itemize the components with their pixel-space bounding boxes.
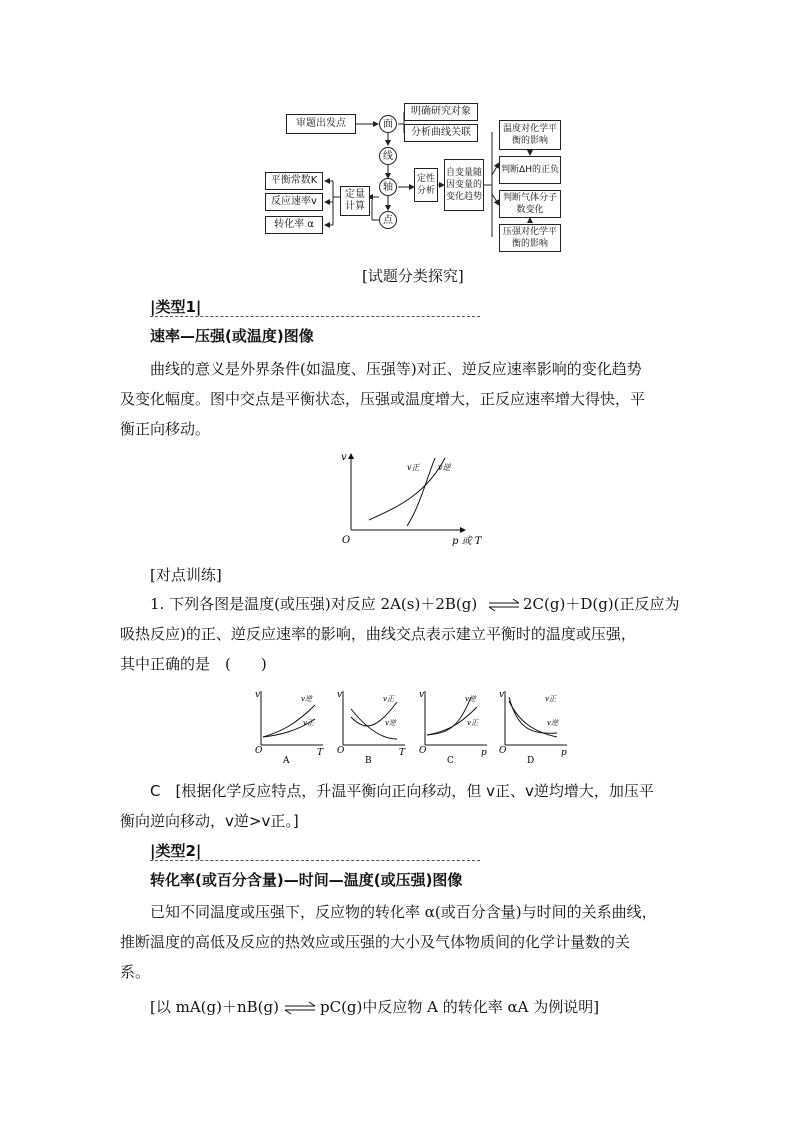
o4-box: 压强对化学平衡的影响 [499, 224, 561, 252]
option-graph-c [419, 690, 487, 765]
q1-line1b: 2C(g)＋D(g)(正反应为 [523, 595, 680, 613]
y-label: v [499, 690, 505, 700]
rate-graph [335, 448, 495, 553]
bottom-curve-label: v正 [303, 719, 314, 727]
type1-divider [150, 316, 480, 317]
type1-p3: 衡正向移动。 [120, 420, 211, 438]
type1-p2: 及变化幅度。图中交点是平衡状态，压强或温度增大，正反应速率增大得快，平 [120, 390, 646, 408]
type2-p3: 系。 [120, 963, 151, 981]
type1-p1: 曲线的意义是外界条件(如温度、压强等)对正、逆反应速率影响的变化趋势 [150, 360, 642, 378]
graph1-x-label: p 或 T [452, 536, 482, 547]
k-box: 平衡常数K [265, 172, 323, 190]
q1-line1a: 1. 下列各图是温度(或压强)对反应 2A(s)＋2B(g) [150, 595, 478, 613]
quant-box: 定量计算 [340, 186, 370, 216]
top-curve-label: v逆 [465, 695, 476, 703]
node-zhou: 轴 [379, 178, 397, 196]
graph1-y-label: v [341, 452, 347, 463]
graph1-label-vni: v逆 [438, 463, 451, 472]
option-letter: A [283, 756, 290, 765]
type2-p4b: pC(g)中反应物 A 的转化率 αA 为例说明] [320, 998, 600, 1016]
option-letter: C [447, 756, 454, 765]
bottom-curve-label: v正 [467, 719, 478, 727]
option-letter: D [527, 756, 535, 765]
start-box: 审题出发点 [286, 114, 356, 134]
y-label: v [337, 690, 343, 700]
equilibrium-arrow-2 [283, 1001, 319, 1015]
option-graph-b [337, 690, 406, 765]
type1-head: |类型1| [150, 298, 202, 316]
trend-box: 自变量随因变量的变化趋势 [444, 159, 484, 211]
type2-p1: 已知不同温度或压强下，反应物的转化率 α(或百分含量)与时间的关系曲线， [150, 903, 657, 921]
r2-box: 分析曲线关联 [404, 124, 478, 142]
type2-p4a: [以 mA(g)＋nB(g) [150, 998, 279, 1016]
node-xian: 线 [379, 147, 397, 165]
origin-label: O [255, 746, 263, 756]
type2-title: 转化率(或百分含量)—时间—温度(或压强)图像 [150, 871, 463, 889]
qual-box: 定性分析 [414, 168, 438, 202]
x-label: p [481, 748, 487, 758]
options-svg [255, 685, 575, 765]
practice-label: [对点训练] [150, 566, 222, 584]
o2-box: 判断ΔH的正负 [499, 156, 561, 184]
bottom-curve-label: v逆 [547, 719, 558, 727]
option-graphs [255, 685, 575, 765]
a-box: 转化率 α [265, 216, 323, 234]
top-curve-label: v正 [545, 695, 556, 703]
r1-box: 明确研究对象 [404, 103, 478, 121]
origin-label: O [499, 746, 507, 756]
q1-line2: 吸热反应)的正、逆反应速率的影响，曲线交点表示建立平衡时的温度或压强， [120, 625, 636, 643]
answer-line2: 衡向逆向移动，v逆>v正。] [120, 812, 299, 830]
origin-label: O [419, 746, 427, 756]
option-graph-a [255, 690, 324, 765]
graph1-origin: O [342, 535, 351, 546]
x-label: T [317, 748, 324, 758]
type1-title: 速率—压强(或温度)图像 [150, 327, 314, 345]
type2-p2: 推断温度的高低及反应的热效应或压强的大小及气体物质间的化学计量数的关 [120, 933, 631, 951]
bottom-curve-label: v逆 [385, 719, 396, 727]
equilibrium-arrow-1 [487, 598, 523, 612]
section-title: [试题分类探究] [362, 267, 464, 285]
node-mian: 面 [379, 115, 397, 133]
top-curve-label: v正 [383, 695, 394, 703]
node-dian: 点 [379, 211, 397, 229]
type2-head: |类型2| [150, 842, 202, 860]
option-letter: B [365, 756, 372, 765]
origin-label: O [337, 746, 345, 756]
v-box: 反应速率v [265, 193, 323, 211]
x-label: T [399, 748, 406, 758]
type2-divider [150, 860, 480, 861]
q1-line3: 其中正确的是 ( ) [120, 655, 267, 673]
option-graph-d [499, 690, 567, 765]
o1-box: 温度对化学平衡的影响 [499, 120, 561, 150]
y-label: v [255, 690, 261, 700]
o3-box: 判断气体分子数变化 [499, 190, 561, 218]
top-curve-label: v逆 [301, 695, 312, 703]
answer-line1: C [根据化学反应特点，升温平衡向正向移动，但 v正、v逆均增大，加压平 [150, 782, 654, 800]
x-label: p [561, 748, 567, 758]
graph1-label-vzheng: v正 [407, 463, 420, 472]
flow-arrows [0, 0, 794, 260]
y-label: v [419, 690, 425, 700]
